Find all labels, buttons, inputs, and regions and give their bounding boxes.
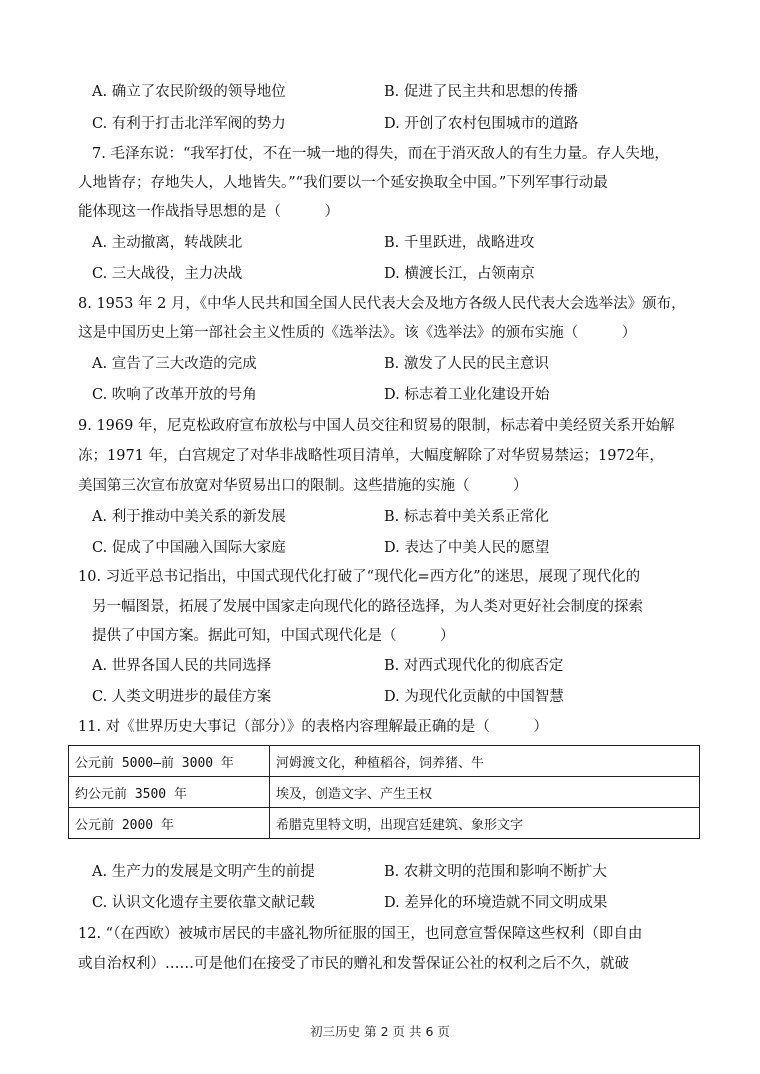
table-cell-period: 约公元前 3500 年 [69, 777, 270, 808]
q10-stem-line-3: 提供了中国方案。据此可知，中国式现代化是（ ） [92, 628, 455, 644]
q11-option-a: A. 生产力的发展是文明产生的前提 [92, 864, 315, 880]
history-events-table [68, 745, 700, 839]
q9-stem-line-2: 冻；1971 年，白宫规定了对华非战略性项目清单，大幅度解除了对华贸易禁运；1972年， [78, 448, 664, 464]
q7-stem-line-3: 能体现这一作战指导思想的是（ ） [78, 204, 339, 220]
q9-stem-line-1: 9. 1969 年，尼克松政府宣布放松与中国人员交往和贸易的限制，标志着中美经贸关系开始解 [78, 418, 675, 434]
q8-option-a: A. 宣告了三大改造的完成 [92, 356, 257, 372]
page-footer: 初三历史 第 2 页 共 6 页 [310, 1024, 450, 1039]
q6-option-b: B. 促进了民主共和思想的传播 [384, 84, 578, 100]
q7-option-c: C. 三大战役，主力决战 [92, 266, 243, 282]
q11-option-c: C. 认识文化遗存主要依靠文献记载 [92, 895, 315, 911]
table-cell-event: 埃及，创造文字、产生王权 [270, 777, 700, 808]
table-cell-event: 河姆渡文化，种植稻谷，饲养猪、牛 [270, 746, 700, 777]
q6-option-c: C. 有利于打击北洋军阀的势力 [92, 116, 286, 132]
q9-option-b: B. 标志着中美关系正常化 [384, 509, 549, 525]
table-row [69, 746, 700, 777]
table-cell-event: 希腊克里特文明，出现宫廷建筑、象形文字 [270, 808, 700, 839]
q10-stem-line-1: 10. 习近平总书记指出，中国式现代化打破了“现代化=西方化”的迷思，展现了现代化的 [78, 569, 641, 585]
q12-stem-line-1: 12. “（在西欧）被城市居民的丰盛礼物所征服的国王，也同意宣誓保障这些权利（即自由 [78, 926, 643, 942]
q6-option-a: A. 确立了农民阶级的领导地位 [92, 84, 286, 100]
q9-option-a: A. 利于推动中美关系的新发展 [92, 509, 286, 525]
q8-option-c: C. 吹响了改革开放的号角 [92, 387, 257, 403]
q10-stem-line-2: 另一幅图景，拓展了发展中国家走向现代化的路径选择，为人类对更好社会制度的探索 [92, 599, 643, 615]
table-cell-period: 公元前 5000—前 3000 年 [69, 746, 270, 777]
q9-stem-line-3: 美国第三次宣布放宽对华贸易出口的限制。这些措施的实施（ ） [78, 478, 528, 494]
table-row [69, 777, 700, 808]
table-row [69, 808, 700, 839]
table-cell-period: 公元前 2000 年 [69, 808, 270, 839]
q12-stem-line-2: 或自治权利）……可是他们在接受了市民的赠礼和发誓保证公社的权利之后不久，就破 [78, 956, 629, 972]
q7-stem-line-2: 人地皆存；存地失人，人地皆失。”“我们要以一个延安换取全中国。”下列军事行动最 [78, 175, 608, 191]
q6-option-d: D. 开创了农村包围城市的道路 [384, 116, 579, 132]
q8-stem-line-1: 8. 1953 年 2 月，《中华人民共和国全国人民代表大会及地方各级人民代表大会选举法》颁布， [78, 296, 686, 312]
q8-option-d: D. 标志着工业化建设开始 [384, 387, 550, 403]
q11-option-d: D. 差异化的环境造就不同文明成果 [384, 895, 608, 911]
q8-stem-line-2: 这是中国历史上第一部社会主义性质的《选举法》。该《选举法》的颁布实施（ ） [78, 325, 637, 341]
q10-option-d: D. 为现代化贡献的中国智慧 [384, 689, 564, 705]
q7-stem-line-1: 7. 毛泽东说：“我军打仗，不在一城一地的得失，而在于消灭敌人的有生力量。存人失地， [92, 146, 669, 162]
q11-option-b: B. 农耕文明的范围和影响不断扩大 [384, 864, 607, 880]
q8-option-b: B. 激发了人民的民主意识 [384, 356, 549, 372]
q11-stem: 11. 对《世界历史大事记（部分）》的表格内容理解最正确的是（ ） [78, 719, 548, 735]
q10-option-c: C. 人类文明进步的最佳方案 [92, 689, 272, 705]
q10-option-b: B. 对西式现代化的彻底否定 [384, 658, 564, 674]
q7-option-b: B. 千里跃进，战略进攻 [384, 235, 535, 251]
q7-option-d: D. 横渡长江，占领南京 [384, 266, 535, 282]
q7-option-a: A. 主动撤离，转战陕北 [92, 235, 243, 251]
q9-option-c: C. 促成了中国融入国际大家庭 [92, 540, 286, 556]
q9-option-d: D. 表达了中美人民的愿望 [384, 540, 550, 556]
q10-option-a: A. 世界各国人民的共同选择 [92, 658, 272, 674]
